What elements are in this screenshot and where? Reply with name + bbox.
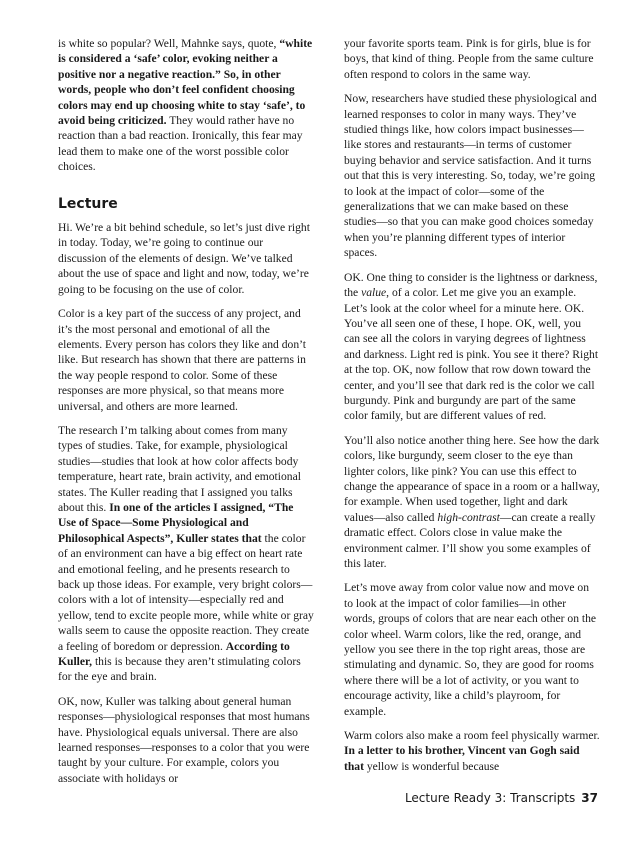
text-run: this is because they aren’t stimulating colors for the eye and brain. xyxy=(58,655,301,684)
text-run: is white so popular? Well, Mahnke says, quote, xyxy=(58,37,280,50)
left-column xyxy=(58,36,314,795)
paragraph: Color is a key part of the success of any project, and it’s the most personal and emotional of all the elements. Every person has colors they like and don’t like. But research has shown that there are patterns in the way people respond to color. Some of these responses are more physical, so that means more universal, and others are more learned. xyxy=(58,307,307,413)
paragraph xyxy=(344,728,600,774)
text-run: —can create a really dramatic effect. Colors close in value make the environment calmer. I’ll show you some examples of this later. xyxy=(344,510,596,570)
text-run: , of a color. Let me give you an example. Let’s look at the color wheel for a minute here. OK. You’ve all seen one of these, I hope. OK, well, you can see all the colors in varying degrees of lightness and darkness. Light red is pink. You see it there? Right at the top. OK, now follow that row down toward the center, and you’ll see that dark red is the color we call burgundy. Pink and burgundy are part of the same color family, but are different values of red. xyxy=(344,286,599,423)
text-run: Warm colors also make a room feel physically warmer. xyxy=(344,729,600,743)
paragraph: Hi. We’re a bit behind schedule, so let’s just dive right in today. Today, we’re going to continue our discussion of the elements of design. We’ve talked about the use of space and light and now, today, we’re going to be focusing on the use of color. xyxy=(58,221,310,296)
paragraph xyxy=(344,433,600,572)
running-title: Lecture Ready 3: Transcripts xyxy=(404,791,576,805)
bold-quote: “white is considered a ‘safe’ color, evoking neither a positive nor a negative reaction.” So, in other words, people who don’t feel confident choosing colors may end up choosing white to stay ‘safe’, to avoid being criticized. xyxy=(58,37,313,128)
text-run: The research I’m talking about comes from many types of studies. Take, for example, physiological studies—studies that look at how color affects body temperature, heart rate, brain activity, and emotional states. The Kuller reading that I assigned you talks about this. xyxy=(58,423,301,514)
italic-term: value xyxy=(361,286,387,300)
paragraph xyxy=(58,36,314,175)
page-footer xyxy=(405,791,598,805)
text-run: the color of an environment can have a big effect on heart rate and emotional feeling, and he presents research to back up those ideas. For example, very bright colors—colors with a lot of intensity—especially red and yellow, tend to excite people more, while white or gray walls seem to cause the opposite reaction. They create a feeling of boredom or depression. xyxy=(58,531,314,653)
section-heading: Lecture xyxy=(58,195,118,212)
bold-citation: In one of the articles I assigned, “The Use of Space—Some Physiological and Philosophical Aspects”, Kuller states that xyxy=(58,500,294,545)
text-run: You’ll also notice another thing here. See how the dark colors, like burgundy, seem closer to the eye than lighter colors, like pink? You can use this effect to change the appearance of space in a room or a hallway, for example. When used together, light and dark values—also called xyxy=(344,433,600,524)
text-run: yellow is wonderful because xyxy=(363,759,500,773)
bold-citation: In a letter to his brother, Vincent van Gogh said that xyxy=(344,744,580,773)
bold-citation: According to Kuller, xyxy=(58,639,290,669)
text-run: OK. One thing to consider is the lightness or darkness, the xyxy=(344,270,598,300)
right-column xyxy=(344,36,600,783)
paragraph: OK, now, Kuller was talking about general human responses—physiological responses that most humans have. Physiological equals universal. There are also learned responses—responses to a color that you were taught by your culture. For example, colors you associate with holidays or xyxy=(58,694,310,785)
paragraph: Let’s move away from color value now and move on to look at the impact of color families—in other words, groups of colors that are near each other on the color wheel. Warm colors, like the red, orange, and yellow you see there in the top right areas, those are stimulating and dynamic. So, they are good for rooms where there will be a lot of activity, or you want to encourage activity, like a child’s playroom, for example. xyxy=(344,581,597,718)
page-number: 37 xyxy=(581,791,598,805)
paragraph: your favorite sports team. Pink is for girls, blue is for boys, that kind of thing. People from the same culture often respond to colors in the same way. xyxy=(344,37,594,81)
paragraph: Now, researchers have studied these physiological and learned responses to color in many ways. They’ve studied things like, how colors impact businesses—like stores and restaurants—in terms of customer buying behavior and service satisfaction. And it turns out that this is very interesting. So, today, we’re going to look at the impact of color—some of the generalizations that we can make based on these studies—so that you can make good choices someday when you’re planning different types of interior spaces. xyxy=(344,92,597,260)
paragraph xyxy=(344,270,600,424)
text-run: They would rather have no reaction than a bad reaction. Ironically, this fear may lead them to make one of the worst possible color choices. xyxy=(58,114,303,174)
paragraph xyxy=(58,423,314,685)
italic-term: high-contrast xyxy=(437,510,500,524)
